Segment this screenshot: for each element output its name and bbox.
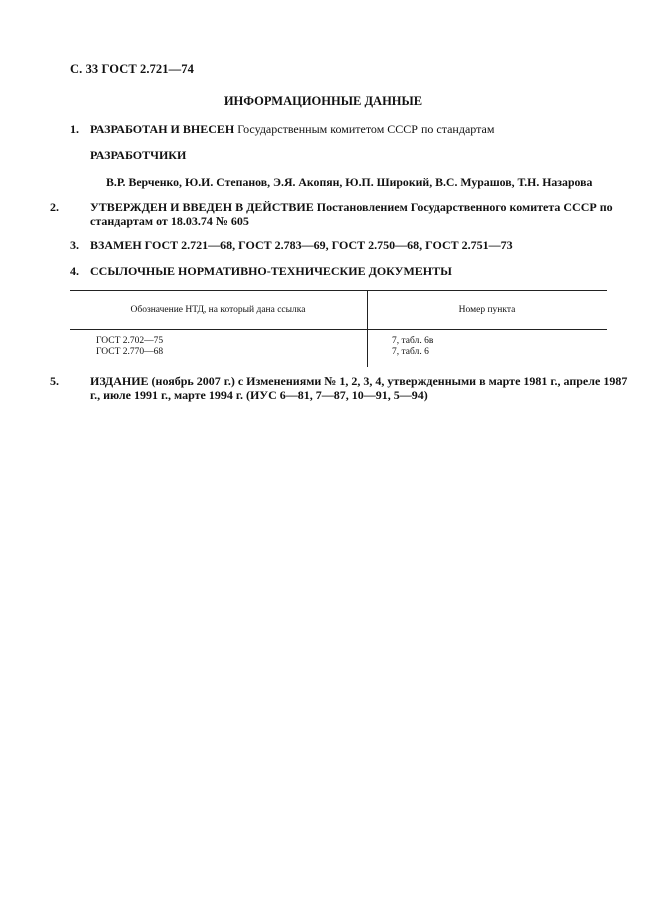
table-header-row (70, 291, 607, 330)
item-text: Государственным комитетом СССР по стандартам (234, 122, 495, 136)
item-2 (50, 200, 630, 228)
item-bold-text: ИЗДАНИЕ (90, 374, 149, 388)
item-bold-text: УТВЕРЖДЕН И ВВЕДЕН В ДЕЙСТВИЕ (90, 200, 314, 214)
table-header-designation: Обозначение НТД, на который дана ссылка (70, 291, 368, 330)
item-1 (70, 122, 610, 136)
item-bold-text: ВЗАМЕН ГОСТ 2.721—68, ГОСТ 2.783—69, ГОСТ 2.750—68, ГОСТ 2.751—73 (90, 238, 513, 252)
table-cell-designation (70, 330, 368, 368)
table-cell-clause (368, 330, 608, 368)
table-cell-line: 7, табл. 6в (392, 336, 434, 346)
item-text: (ноябрь 2007 г.) с Изменениями № 1, 2, 3, 4, утвержденными в марте 1981 г., апреле 1987 г., июле 1991 г., марте 1994 г. (ИУС 6—81, 7—87, 10—91, 5—94) (90, 374, 628, 402)
developers-heading: РАЗРАБОТЧИКИ (90, 148, 187, 162)
item-number: 4. (70, 264, 79, 278)
item-number: 5. (50, 374, 59, 388)
page-title: ИНФОРМАЦИОННЫЕ ДАННЫЕ (223, 94, 423, 108)
reference-documents-table (70, 290, 607, 367)
developers-list: В.Р. Верченко, Ю.И. Степанов, Э.Я. Акопян, Ю.П. Широкий, В.С. Мурашов, Т.Н. Назарова (106, 175, 593, 189)
page-header: С. 33 ГОСТ 2.721—74 (70, 62, 194, 76)
table-row (70, 330, 607, 368)
item-bold-text: РАЗРАБОТАН И ВНЕСЕН (90, 122, 235, 136)
item-4 (70, 264, 610, 278)
item-number: 1. (70, 122, 79, 136)
item-3 (70, 238, 610, 252)
item-number: 2. (50, 200, 59, 214)
table-cell-line: ГОСТ 2.770—68 (96, 347, 164, 357)
table-header-clause: Номер пункта (368, 291, 608, 330)
item-number: 3. (70, 238, 79, 252)
item-5 (50, 374, 630, 402)
item-text: Постановлением Государственного комитета СССР по стандартам от 18.03.74 № 605 (90, 200, 613, 228)
table-cell-line: ГОСТ 2.702—75 (96, 336, 164, 346)
item-bold-text: ССЫЛОЧНЫЕ НОРМАТИВНО-ТЕХНИЧЕСКИЕ ДОКУМЕНТЫ (90, 264, 452, 278)
table-cell-line: 7, табл. 6 (392, 347, 429, 357)
